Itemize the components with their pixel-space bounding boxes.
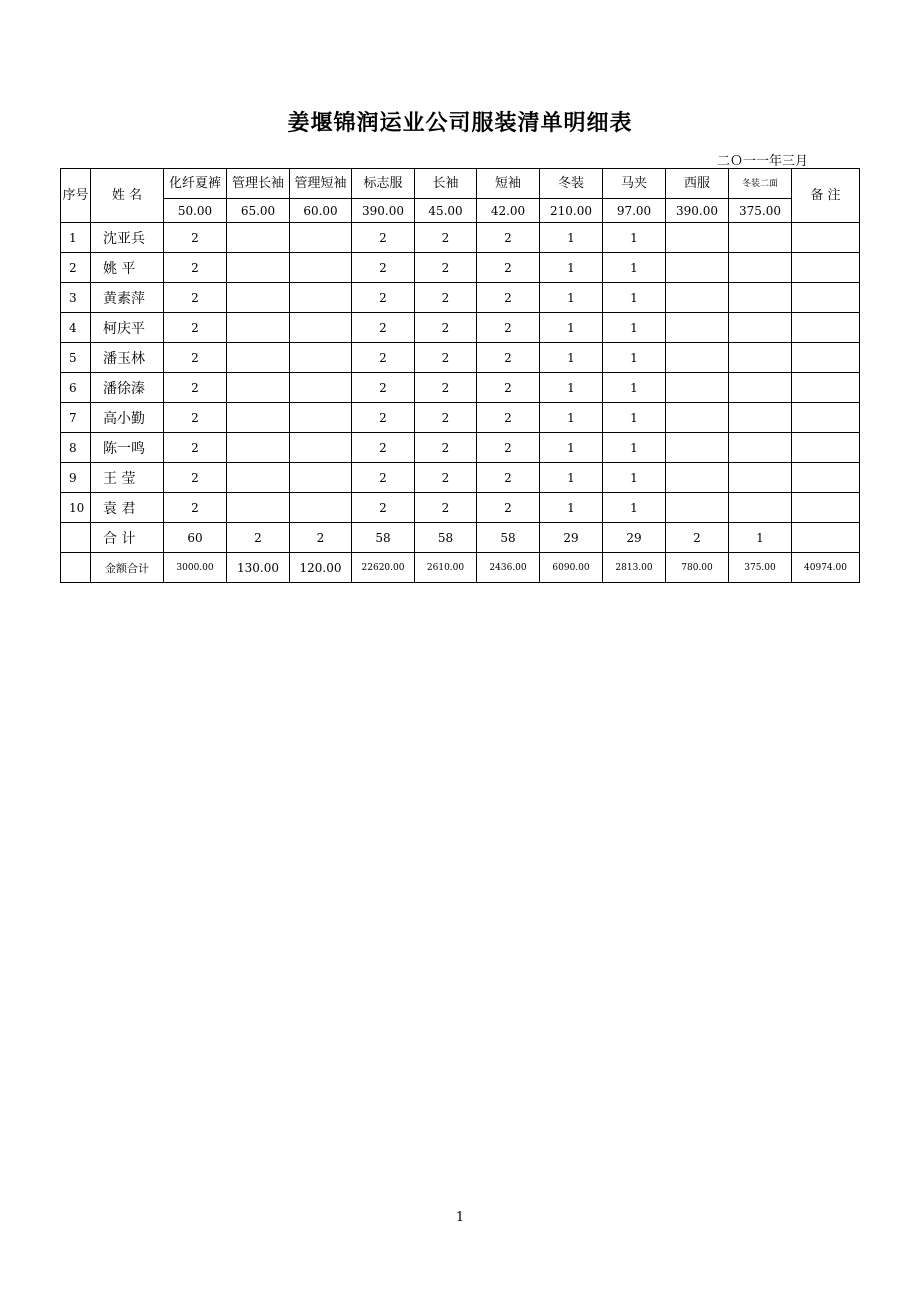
row-cell: 1 [540,313,603,343]
row-cell [666,463,729,493]
row-cell: 2 [164,253,227,283]
header-c9: 西服 [666,169,729,199]
row-cell: 2 [415,283,477,313]
amount-label: 金额合计 [91,553,164,583]
row-cell: 2 [415,493,477,523]
row-cell [729,433,792,463]
amount-cell: 780.00 [666,553,729,583]
price-cell: 210.00 [540,199,603,223]
row-cell: 1 [540,433,603,463]
row-cell [227,283,290,313]
row-cell: 2 [415,463,477,493]
header-c8: 马夹 [603,169,666,199]
table-row [61,313,860,343]
amount-cell: 130.00 [227,553,290,583]
amount-cell: 2610.00 [415,553,477,583]
row-cell [666,403,729,433]
table-row [61,283,860,313]
price-cell: 42.00 [477,199,540,223]
sum-label: 合 计 [91,523,164,553]
row-cell [729,313,792,343]
row-cell: 2 [477,463,540,493]
row-cell: 1 [603,223,666,253]
row-cell [227,343,290,373]
row-cell: 1 [540,223,603,253]
row-note [792,313,860,343]
row-cell [290,373,352,403]
row-cell [290,463,352,493]
row-seq: 9 [61,463,91,493]
row-cell: 1 [603,433,666,463]
row-cell [729,403,792,433]
row-cell: 2 [352,493,415,523]
row-cell: 2 [352,223,415,253]
row-cell: 2 [164,343,227,373]
table-row [61,463,860,493]
row-cell: 1 [603,283,666,313]
row-cell: 2 [415,343,477,373]
row-cell: 2 [164,283,227,313]
row-cell: 2 [477,223,540,253]
row-name: 王 莹 [91,463,164,493]
row-seq: 1 [61,223,91,253]
amount-cell: 2436.00 [477,553,540,583]
row-cell: 1 [540,343,603,373]
row-note [792,373,860,403]
row-cell: 1 [603,253,666,283]
amount-total: 40974.00 [792,553,860,583]
amount-cell: 6090.00 [540,553,603,583]
table-row [61,253,860,283]
row-cell [729,343,792,373]
row-cell: 2 [164,313,227,343]
row-cell: 2 [415,223,477,253]
row-cell: 2 [164,223,227,253]
row-note [792,493,860,523]
row-cell [290,343,352,373]
row-cell [290,313,352,343]
header-c2: 管理长袖 [227,169,290,199]
header-c7: 冬装 [540,169,603,199]
amount-cell: 120.00 [290,553,352,583]
row-cell: 2 [352,343,415,373]
header-name: 姓 名 [91,169,164,223]
amount-cell: 375.00 [729,553,792,583]
row-name: 袁 君 [91,493,164,523]
row-note [792,343,860,373]
row-cell: 1 [603,403,666,433]
row-cell [666,283,729,313]
row-seq: 3 [61,283,91,313]
row-cell [227,493,290,523]
row-cell: 2 [415,253,477,283]
header-c3: 管理短袖 [290,169,352,199]
sum-empty [61,523,91,553]
row-cell: 1 [603,373,666,403]
price-cell: 390.00 [666,199,729,223]
row-cell [290,283,352,313]
table-row [61,433,860,463]
amount-cell: 2813.00 [603,553,666,583]
price-cell: 45.00 [415,199,477,223]
row-cell [227,313,290,343]
row-cell: 2 [352,433,415,463]
row-seq: 5 [61,343,91,373]
row-cell [290,433,352,463]
price-cell: 65.00 [227,199,290,223]
amount-cell: 3000.00 [164,553,227,583]
table-row [61,373,860,403]
row-seq: 6 [61,373,91,403]
row-cell: 2 [415,433,477,463]
row-cell: 1 [603,463,666,493]
row-cell: 2 [477,283,540,313]
row-cell [227,223,290,253]
row-cell: 2 [477,403,540,433]
row-cell: 1 [540,373,603,403]
price-cell: 390.00 [352,199,415,223]
row-cell: 2 [352,463,415,493]
row-cell [666,433,729,463]
row-cell: 2 [477,253,540,283]
row-cell: 1 [540,463,603,493]
table-row [61,343,860,373]
sum-cell: 29 [603,523,666,553]
row-cell: 2 [164,433,227,463]
row-name: 陈一鸣 [91,433,164,463]
sum-cell: 2 [290,523,352,553]
row-cell: 2 [477,373,540,403]
row-name: 黄素萍 [91,283,164,313]
sum-note [792,523,860,553]
sum-cell: 58 [477,523,540,553]
sum-cell: 29 [540,523,603,553]
row-cell [666,343,729,373]
header-seq: 序号 [61,169,91,223]
row-seq: 7 [61,403,91,433]
row-cell: 2 [352,313,415,343]
row-cell [729,373,792,403]
row-cell: 2 [352,403,415,433]
row-cell [227,463,290,493]
row-name: 柯庆平 [91,313,164,343]
header-c6: 短袖 [477,169,540,199]
document-date: 二Ｏ一一年三月 [716,154,808,169]
table-row [61,403,860,433]
row-cell: 2 [415,313,477,343]
price-cell: 375.00 [729,199,792,223]
row-cell: 1 [540,253,603,283]
header-c5: 长袖 [415,169,477,199]
row-cell [290,403,352,433]
header-c4: 标志服 [352,169,415,199]
row-seq: 4 [61,313,91,343]
row-cell: 2 [164,463,227,493]
table-row [61,493,860,523]
row-cell [290,493,352,523]
price-cell: 60.00 [290,199,352,223]
row-cell: 2 [352,373,415,403]
row-cell: 1 [540,493,603,523]
row-cell: 2 [477,343,540,373]
row-cell [666,253,729,283]
row-cell: 1 [540,403,603,433]
row-seq: 10 [61,493,91,523]
row-name: 沈亚兵 [91,223,164,253]
amount-empty [61,553,91,583]
row-cell [729,283,792,313]
row-cell [227,253,290,283]
row-note [792,283,860,313]
row-cell [227,433,290,463]
row-cell [729,493,792,523]
row-cell: 2 [477,493,540,523]
page-number: 1 [455,1210,465,1225]
row-cell [729,253,792,283]
row-seq: 8 [61,433,91,463]
row-cell: 1 [603,493,666,523]
row-cell: 2 [164,373,227,403]
row-note [792,433,860,463]
row-note [792,253,860,283]
sum-cell: 2 [666,523,729,553]
row-cell [290,223,352,253]
row-name: 潘玉林 [91,343,164,373]
sum-cell: 1 [729,523,792,553]
row-cell: 2 [477,433,540,463]
sum-cell: 58 [415,523,477,553]
row-cell [729,223,792,253]
price-cell: 97.00 [603,199,666,223]
row-cell: 1 [540,283,603,313]
row-cell: 2 [415,403,477,433]
row-cell: 2 [164,403,227,433]
row-name: 高小勤 [91,403,164,433]
row-cell [729,463,792,493]
row-cell [666,223,729,253]
row-cell: 2 [352,283,415,313]
row-cell: 1 [603,343,666,373]
price-cell: 50.00 [164,199,227,223]
row-cell [227,403,290,433]
header-c1: 化纤夏裤 [164,169,227,199]
row-cell [290,253,352,283]
row-note [792,463,860,493]
row-cell: 2 [352,253,415,283]
header-note: 备 注 [792,169,860,223]
row-name: 姚 平 [91,253,164,283]
row-name: 潘徐溱 [91,373,164,403]
row-note [792,403,860,433]
sum-cell: 60 [164,523,227,553]
row-cell [227,373,290,403]
row-cell [666,493,729,523]
clothing-table [60,168,860,583]
row-cell [666,373,729,403]
table-row [61,223,860,253]
document-title: 姜堰锦润运业公司服装清单明细表 [287,110,633,136]
row-cell: 1 [603,313,666,343]
row-note [792,223,860,253]
row-cell [666,313,729,343]
sum-cell: 2 [227,523,290,553]
row-cell: 2 [415,373,477,403]
row-cell: 2 [477,313,540,343]
amount-cell: 22620.00 [352,553,415,583]
row-seq: 2 [61,253,91,283]
header-c10: 冬装二面 [729,169,792,199]
row-cell: 2 [164,493,227,523]
sum-cell: 58 [352,523,415,553]
